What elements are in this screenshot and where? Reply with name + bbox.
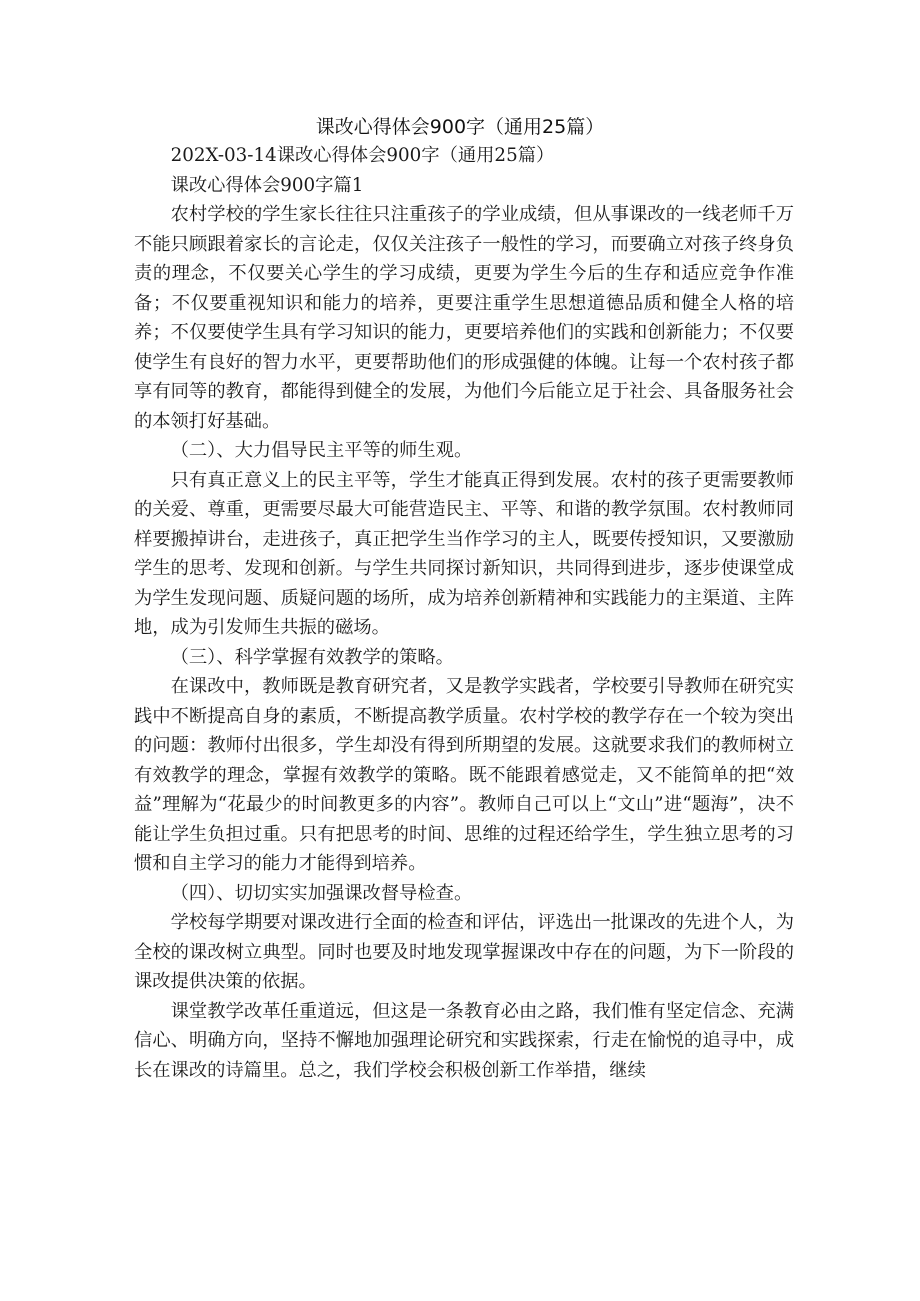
document-title: 课改心得体会900字（通用25篇） xyxy=(315,116,605,138)
body-paragraph: 课堂教学改革任重道远，但这是一条教育必由之路，我们惟有坚定信念、充满信心、明确方向，坚持不懈地加强理论研究和实践探索，行走在愉悦的追寻中，成长在课改的诗篇里。总之，我们学校会积极创新工作举措，继续 xyxy=(134,1000,794,1081)
date-line: 202X-03-14课改心得体会900字（通用25篇） xyxy=(170,145,555,166)
section-heading: 课改心得体会900字篇1 xyxy=(170,174,364,196)
section-heading: （二）、大力倡导民主平等的师生观。 xyxy=(170,440,473,461)
body-paragraph: 农村学校的学生家长往往只注重孩子的学业成绩，但从事课改的一线老师千万不能只顾跟着家长的言论走，仅仅关注孩子一般性的学习，而要确立对孩子终身负责的理念，不仅要关心学生的学习成绩，更要为学生今后的生存和适应竞争作准备；不仅要重视知识和能力的培养，更要注重学生思想道德品质和健全人格的培养；不仅要使学生具有学习知识的能力，更要培养他们的实践和创新能力；不仅要使学生有良好的智力水平，更要帮助他们的形成强健的体魄。让每一个农村孩子都享有同等的教育，都能得到健全的发展，为他们今后能立足于社会、具备服务社会的本领打好基础。 xyxy=(134,204,794,432)
body-paragraph: 只有真正意义上的民主平等，学生才能真正得到发展。农村的孩子更需要教师的关爱、尊重，更需要尽最大可能营造民主、平等、和谐的教学氛围。农村教师同样要搬掉讲台，走进孩子，真正把学生当作学习的主人，既要传授知识，又要激励学生的思考、发现和创新。与学生共同探讨新知识，共同得到进步，逐步使课堂成为学生发现问题、质疑问题的场所，成为培养创新精神和实践能力的主渠道、主阵地，成为引发师生共振的磁场。 xyxy=(134,469,794,638)
section-heading: （四）、切切实实加强课改督导检查。 xyxy=(170,882,473,904)
body-paragraph: 学校每学期要对课改进行全面的检查和评估，评选出一批课改的先进个人，为全校的课改树立典型。同时也要及时地发现掌握课改中存在的问题，为下一阶段的课改提供决策的依据。 xyxy=(134,912,794,992)
document-body xyxy=(134,141,794,1085)
body-paragraph: 在课改中，教师既是教育研究者，又是教学实践者，学校要引导教师在研究实践中不断提高自身的素质，不断提高教学质量。农村学校的教学存在一个较为突出的问题：教师付出很多，学生却没有得到所期望的发展。这就要求我们的教师树立有效教学的理念，掌握有效教学的策略。既不能跟着感觉走，又不能简单的把“效益”理解为“花最少的时间教更多的内容”。教师自己可以上“文山”进“题海”，决不能让学生负担过重。只有把思考的时间、思维的过程还给学生，学生独立思考的习惯和自主学习的能力才能得到培养。 xyxy=(134,676,794,874)
section-heading: （三）、科学掌握有效教学的策略。 xyxy=(170,646,454,668)
